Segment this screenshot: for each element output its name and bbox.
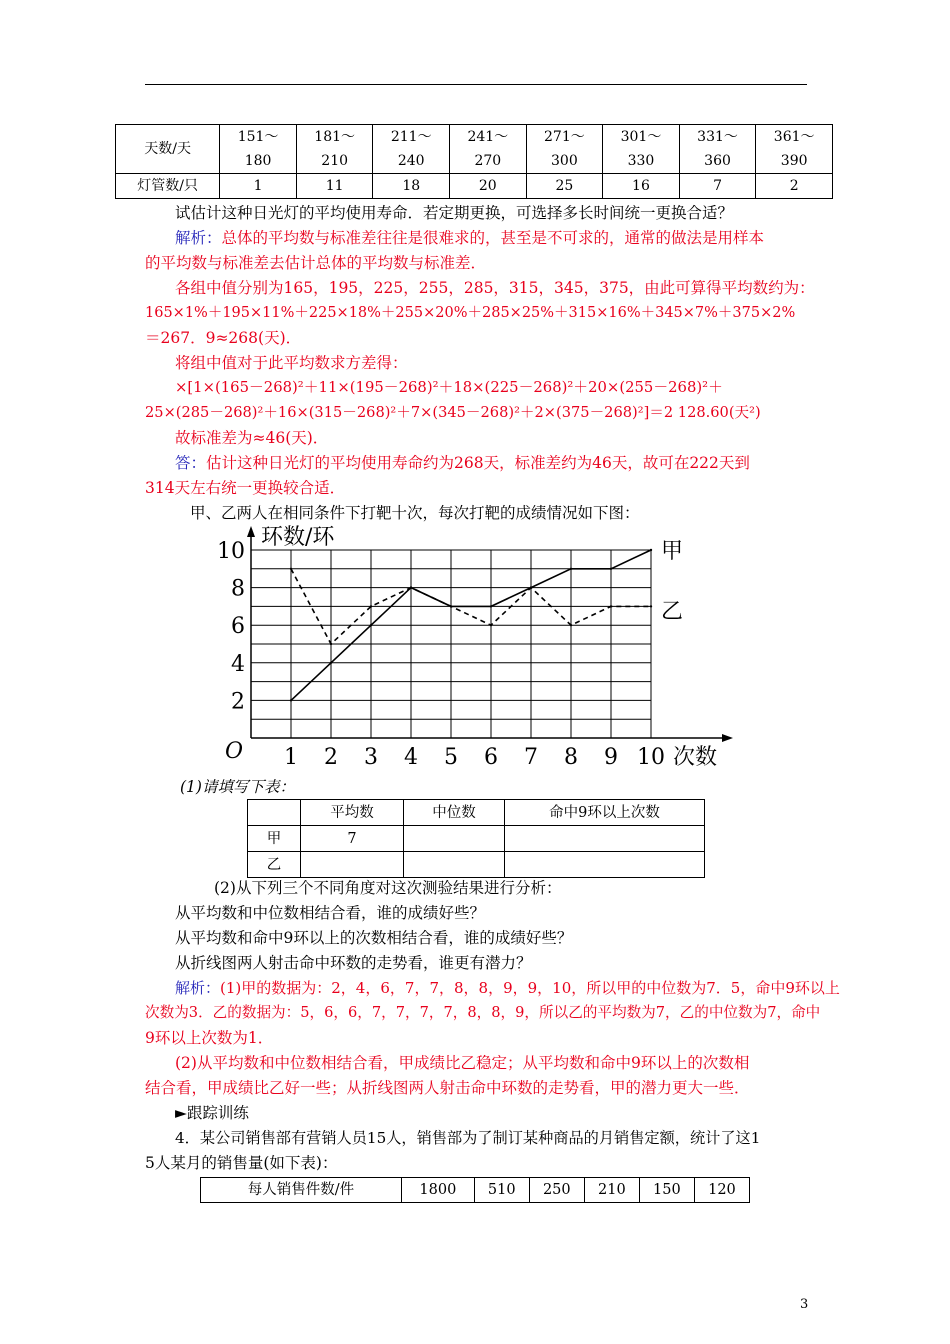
shoot-intro: 甲、乙两人在相同条件下打靶十次，每次打靶的成绩情况如下图： (190, 504, 640, 522)
part2-q1: 从平均数和中位数相结合看，谁的成绩好些？ (175, 904, 486, 922)
header-rule (145, 84, 807, 85)
count-cell: 20 (450, 174, 527, 199)
solution-line: 9环以上次数为1． (145, 1029, 274, 1047)
solution-line: 165×1%＋195×11%＋225×18%＋255×20%＋285×25%＋315×16%＋345×7%＋375×2% (145, 305, 796, 321)
table-row (248, 826, 705, 852)
sales-cell: 510 (474, 1178, 529, 1203)
x-tick-label: 7 (524, 745, 538, 770)
mean-cell: 7 (301, 826, 404, 852)
origin-label: O (224, 739, 243, 764)
table-row (116, 149, 833, 174)
data-point (570, 624, 572, 626)
solution-line: 各组中值分别为165，195，225，255，285，315，345，375，由此可算得平均数约为： (175, 279, 815, 297)
table-row (201, 1178, 750, 1203)
range-cell: 211～ (373, 125, 450, 150)
range-cell: 180 (220, 149, 297, 174)
part2-q2: 从平均数和命中9环以上的次数相结合看，谁的成绩好些？ (175, 929, 573, 947)
row-label-days: 天数/天 (116, 125, 220, 174)
x-axis-arrow (722, 734, 733, 742)
q4-line: 4．某公司销售部有营销人员15人，销售部为了制订某种商品的月销售定额，统计了这1 (175, 1129, 761, 1147)
legend-label-jia: 甲 (661, 539, 684, 564)
table-row (248, 852, 705, 878)
follow-label: ►跟踪训练 (175, 1104, 249, 1122)
solution-line: (2)从平均数和中位数相结合看，甲成绩比乙稳定；从平均数和命中9环以上的次数相 (175, 1054, 750, 1072)
header-cell: 命中9环以上次数 (505, 800, 705, 826)
hits-cell (505, 826, 705, 852)
range-cell: 151～ (220, 125, 297, 150)
y-tick-label: 6 (231, 614, 245, 640)
shooting-chart (215, 524, 735, 772)
range-cell: 271～ (526, 125, 603, 150)
sales-cell: 210 (584, 1178, 639, 1203)
y-tick-label: 8 (231, 576, 245, 602)
part1-prompt: (1)请填写下表： (180, 778, 295, 796)
x-axis-label: 次数 (673, 745, 718, 770)
median-cell (404, 826, 505, 852)
count-cell: 18 (373, 174, 450, 199)
data-point (370, 624, 372, 626)
median-cell (404, 852, 505, 878)
table-row (116, 174, 833, 199)
count-cell: 7 (679, 174, 756, 199)
data-point (290, 699, 292, 701)
data-point (330, 662, 332, 664)
chart-grid (251, 550, 651, 738)
range-cell: 270 (450, 149, 527, 174)
data-point (450, 605, 452, 607)
legend-label-yi: 乙 (661, 599, 684, 625)
count-cell: 16 (603, 174, 680, 199)
part2-prompt: (2)从下列三个不同角度对这次测验结果进行分析： (214, 879, 562, 897)
data-point (530, 586, 532, 588)
table-row (248, 800, 705, 826)
x-tick-label: 8 (564, 745, 578, 770)
count-cell: 1 (220, 174, 297, 199)
header-cell (248, 800, 301, 826)
range-cell: 210 (296, 149, 373, 174)
solution-line: 解析：总体的平均数与标准差往往是很难求的，甚至是不可求的，通常的做法是用样本 (175, 229, 765, 247)
data-point (370, 605, 372, 607)
solution-line: ＝267．9≈268(天)． (145, 329, 302, 347)
x-tick-label: 6 (484, 745, 498, 770)
count-cell: 2 (756, 174, 833, 199)
data-point (610, 568, 612, 570)
hits-cell (505, 852, 705, 878)
q3-question: 试估计这种日光灯的平均使用寿命．若定期更换，可选择多长时间统一更换合适？ (175, 204, 734, 222)
answer-label: 答： (175, 454, 207, 472)
solution-line: 25×(285－268)²＋16×(315－268)²＋7×(345－268)²＋2×(375－268)²]＝2 128.60(天²) (145, 404, 761, 421)
solution-label: 解析： (175, 979, 221, 997)
y-axis-arrow (247, 526, 255, 537)
sales-cell: 250 (529, 1178, 584, 1203)
data-point (650, 605, 652, 607)
x-tick-label: 1 (284, 745, 298, 770)
data-point (490, 605, 492, 607)
range-cell: 361～ (756, 125, 833, 150)
sales-table (200, 1177, 750, 1203)
range-cell: 181～ (296, 125, 373, 150)
mean-cell (301, 852, 404, 878)
x-tick-label: 3 (364, 745, 378, 770)
solution-line: 故标准差为≈46(天)． (175, 429, 329, 447)
range-cell: 300 (526, 149, 603, 174)
x-tick-label: 10 (637, 745, 665, 770)
x-tick-label: 9 (604, 745, 618, 770)
row-name: 乙 (248, 852, 301, 878)
q4-line: 5人某月的销售量(如下表)： (145, 1154, 338, 1172)
y-tick-label: 2 (231, 689, 245, 715)
data-point (410, 586, 412, 588)
y-tick-label: 10 (217, 539, 245, 564)
count-cell: 25 (526, 174, 603, 199)
row-label-count: 灯管数/只 (116, 174, 220, 199)
answer-line: 答：估计这种日光灯的平均使用寿命约为268天，标准差约为46天，故可在222天到 (175, 454, 750, 472)
data-point (490, 624, 492, 626)
solution-line: 结合看，甲成绩比乙好一些；从折线图两人射击命中环数的走势看，甲的潜力更大一些． (145, 1079, 750, 1097)
lifetime-table (115, 124, 833, 199)
data-point (290, 568, 292, 570)
range-cell: 241～ (450, 125, 527, 150)
range-cell: 390 (756, 149, 833, 174)
x-tick-label: 2 (324, 745, 338, 770)
chart-labels (217, 525, 717, 770)
solution-line: 解析：(1)甲的数据为：2，4，6，7，7，8，8，9，9，10，所以甲的中位数为7．5，命中9环以上 (175, 979, 840, 997)
sales-cell: 1800 (402, 1178, 475, 1203)
table-row (116, 125, 833, 150)
range-cell: 330 (603, 149, 680, 174)
range-cell: 331～ (679, 125, 756, 150)
page-number: 3 (800, 1297, 809, 1312)
x-tick-label: 5 (444, 745, 458, 770)
solution-line: ×[1×(165－268)²＋11×(195－268)²＋18×(225－268)²＋20×(255－268)²＋ (175, 379, 723, 396)
count-cell: 11 (296, 174, 373, 199)
solution-line: 次数为3．乙的数据为：5，6，6，7，7，7，7，8，8，9，所以乙的平均数为7，乙的中位数为7，命中 (145, 1004, 821, 1021)
range-cell: 301～ (603, 125, 680, 150)
solution-label: 解析： (175, 229, 222, 247)
solution-line: 的平均数与标准差去估计总体的平均数与标准差． (145, 254, 487, 272)
answer-line: 314天左右统一更换较合适． (145, 479, 346, 497)
header-cell: 平均数 (301, 800, 404, 826)
row-name: 甲 (248, 826, 301, 852)
sales-cell: 120 (694, 1178, 749, 1203)
x-tick-label: 4 (404, 745, 418, 770)
data-point (650, 549, 652, 551)
data-point (570, 568, 572, 570)
y-tick-label: 4 (231, 651, 245, 677)
y-axis-label: 环数/环 (261, 525, 335, 550)
range-cell: 240 (373, 149, 450, 174)
solution-line: 将组中值对于此平均数求方差得： (175, 354, 408, 372)
data-point (610, 605, 612, 607)
fill-table (247, 799, 705, 878)
sales-label: 每人销售件数/件 (201, 1178, 402, 1203)
part2-q3: 从折线图两人射击命中环数的走势看，谁更有潜力？ (175, 954, 532, 972)
range-cell: 360 (679, 149, 756, 174)
data-point (330, 643, 332, 645)
header-cell: 中位数 (404, 800, 505, 826)
sales-cell: 150 (639, 1178, 694, 1203)
